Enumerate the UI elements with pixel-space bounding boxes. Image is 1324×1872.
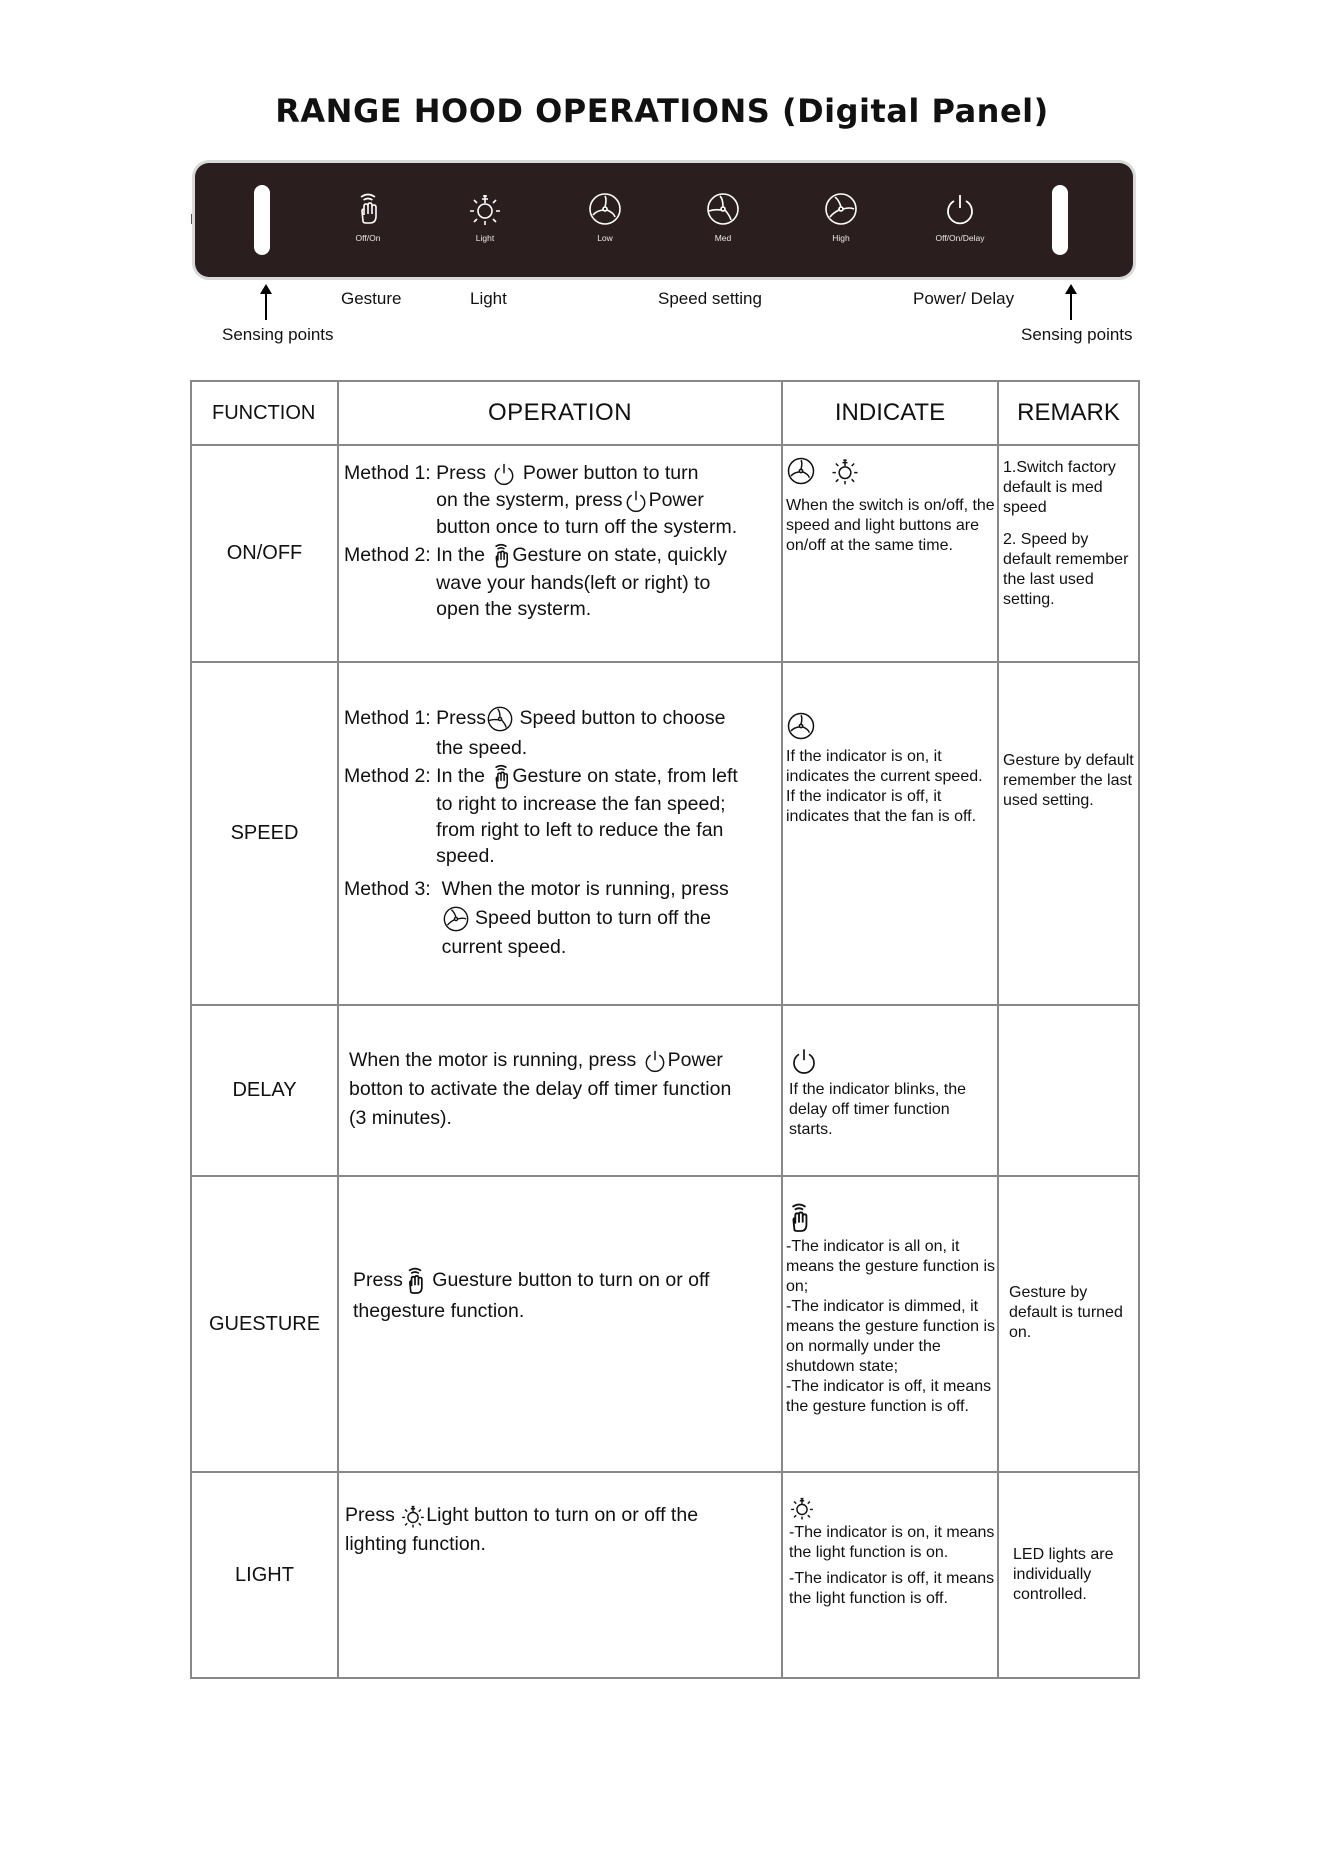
gesture-icon	[403, 1265, 427, 1297]
header-remark: REMARK	[998, 381, 1139, 445]
operation-light	[338, 1472, 782, 1678]
function-speed: SPEED	[191, 662, 338, 1005]
light-icon	[830, 456, 860, 486]
arrow-icon	[265, 292, 267, 320]
high-speed-button[interactable]	[796, 191, 886, 243]
indicate-light	[782, 1472, 998, 1678]
remark-speed: Gesture by default remember the last used setting.	[998, 662, 1139, 1005]
power-icon	[789, 1046, 819, 1076]
fan-low-icon	[560, 191, 650, 227]
indicate-text: If the indicator blinks, the delay off timer function starts.	[789, 1081, 966, 1138]
sensing-right-callout: Sensing points	[1021, 325, 1133, 344]
gesture-icon	[490, 763, 512, 791]
light-icon	[440, 191, 530, 227]
light-icon	[789, 1495, 815, 1521]
indicate-text: If the indicator is on, it indicates the current speed. If the indicator is off, it indicates that the fan is off.	[786, 748, 983, 825]
indicate-text: -The indicator is all on, it means the gesture function is on;	[786, 1238, 996, 1295]
op-text: When the motor is running, press	[349, 1049, 637, 1071]
light-callout: Light	[470, 289, 507, 308]
remark-text: 2. Speed by default remember the last used setting.	[1003, 531, 1129, 608]
table-row-light	[191, 1472, 1139, 1678]
fan-icon	[786, 456, 816, 486]
op-text: from right to left to reduce the fan	[436, 819, 724, 841]
power-icon	[915, 191, 1005, 227]
gesture-icon	[490, 542, 512, 570]
op-text: thegesture function.	[353, 1300, 525, 1322]
indicate-text: -The indicator is on, it means the light function is on.	[789, 1524, 995, 1561]
remark-delay	[998, 1005, 1139, 1176]
indicate-text: -The indicator is off, it means the gesture function is off.	[786, 1378, 992, 1415]
light-button[interactable]	[440, 191, 530, 243]
remark-onoff	[998, 445, 1139, 662]
sensing-point-right[interactable]	[1052, 185, 1068, 255]
power-icon	[491, 461, 517, 487]
sensing-left-callout: Sensing points	[222, 325, 334, 344]
op-text: the speed.	[436, 737, 528, 759]
indicate-speed	[782, 662, 998, 1005]
fan-icon	[486, 705, 514, 733]
method-label: Method 1:	[344, 462, 431, 484]
panel-edge	[191, 214, 194, 224]
table-row-delay	[191, 1005, 1139, 1176]
op-text: In the	[436, 543, 485, 566]
button-caption: Light	[475, 233, 495, 243]
power-button[interactable]	[915, 191, 1005, 243]
op-text: open the systerm.	[436, 597, 592, 620]
function-onoff: ON/OFF	[191, 445, 338, 662]
op-text: Guesture button to turn on or off	[432, 1269, 710, 1292]
operation-delay	[338, 1005, 782, 1176]
op-text: Speed button to choose	[519, 707, 726, 729]
gesture-button[interactable]	[323, 191, 413, 243]
fan-high-icon	[796, 191, 886, 227]
operations-table	[190, 380, 1140, 1679]
op-text: botton to activate the delay off timer function	[349, 1078, 732, 1100]
indicate-text: -The indicator is off, it means the light function is off.	[789, 1570, 995, 1607]
method-label: Method 2:	[344, 543, 431, 566]
function-gesture: GUESTURE	[191, 1176, 338, 1472]
operation-speed	[338, 662, 782, 1005]
operation-onoff	[338, 445, 782, 662]
operation-gesture	[338, 1176, 782, 1472]
op-text: Press	[436, 462, 487, 484]
header-operation: OPERATION	[338, 381, 782, 445]
header-indicate: INDICATE	[782, 381, 998, 445]
sensing-point-left[interactable]	[254, 185, 270, 255]
op-text: (3 minutes).	[349, 1107, 452, 1129]
button-caption: Low	[597, 233, 613, 243]
op-text: current speed.	[441, 936, 567, 958]
op-text: In the	[436, 765, 485, 788]
op-text: Power button to turn	[522, 462, 699, 484]
method-label: Method 3:	[344, 878, 431, 900]
arrow-icon	[1070, 292, 1072, 320]
table-row-speed	[191, 662, 1139, 1005]
function-delay: DELAY	[191, 1005, 338, 1176]
med-speed-button[interactable]	[678, 191, 768, 243]
op-text: on the systerm, press	[436, 488, 623, 511]
digital-panel	[195, 163, 1133, 277]
op-text: speed.	[436, 845, 495, 867]
op-text: When the motor is running, press	[441, 878, 729, 900]
gesture-callout: Gesture	[341, 289, 402, 308]
button-caption: Med	[714, 233, 732, 243]
gesture-icon	[323, 191, 413, 227]
gesture-icon	[786, 1201, 812, 1235]
fan-med-icon	[678, 191, 768, 227]
indicate-text: When the switch is on/off, the speed and light buttons are on/off at the same time.	[786, 497, 995, 554]
remark-text: 1.Switch factory default is med speed	[1003, 459, 1116, 516]
op-text: Gesture on state, from left	[512, 765, 738, 788]
button-caption: Off/On/Delay	[935, 233, 985, 243]
method-label: Method 2:	[344, 765, 431, 787]
indicate-onoff	[782, 445, 998, 662]
op-text: button once to turn off the systerm.	[436, 515, 738, 538]
op-text: Press	[436, 707, 487, 729]
remark-gesture: Gesture by default is turned on.	[998, 1176, 1139, 1472]
button-caption: High	[832, 233, 850, 243]
button-caption: Off/On	[355, 233, 381, 243]
power-icon	[623, 488, 649, 514]
op-text: wave your hands(left or right) to	[436, 571, 711, 594]
op-text: Press	[353, 1269, 403, 1292]
header-function: FUNCTION	[191, 381, 338, 445]
op-text: to right to increase the fan speed;	[436, 793, 726, 815]
op-text: Gesture on state, quickly	[512, 543, 727, 566]
remark-light: LED lights are individually controlled.	[998, 1472, 1139, 1678]
op-text: lighting function.	[345, 1533, 486, 1555]
fan-icon	[786, 711, 816, 741]
low-speed-button[interactable]	[560, 191, 650, 243]
method-label: Method 1:	[344, 707, 431, 729]
power-icon	[642, 1048, 668, 1074]
indicate-gesture	[782, 1176, 998, 1472]
op-text: Power	[648, 488, 704, 511]
op-text: Light button to turn on or off the	[426, 1504, 699, 1526]
indicate-text: -The indicator is dimmed, it means the gesture function is on normally under the shutdown state;	[786, 1298, 996, 1375]
op-text: Press	[345, 1504, 395, 1526]
op-text: Power	[667, 1049, 723, 1071]
table-row-onoff	[191, 445, 1139, 662]
op-text: Speed button to turn off the	[475, 907, 711, 929]
table-row-gesture	[191, 1176, 1139, 1472]
table-header-row	[191, 381, 1139, 445]
function-light: LIGHT	[191, 1472, 338, 1678]
indicate-delay	[782, 1005, 998, 1176]
power-callout: Power/ Delay	[913, 289, 1015, 308]
page-title: RANGE HOOD OPERATIONS (Digital Panel)	[275, 92, 1049, 130]
fan-icon	[442, 905, 470, 933]
speed-callout: Speed setting	[658, 289, 762, 308]
light-icon	[400, 1503, 426, 1529]
